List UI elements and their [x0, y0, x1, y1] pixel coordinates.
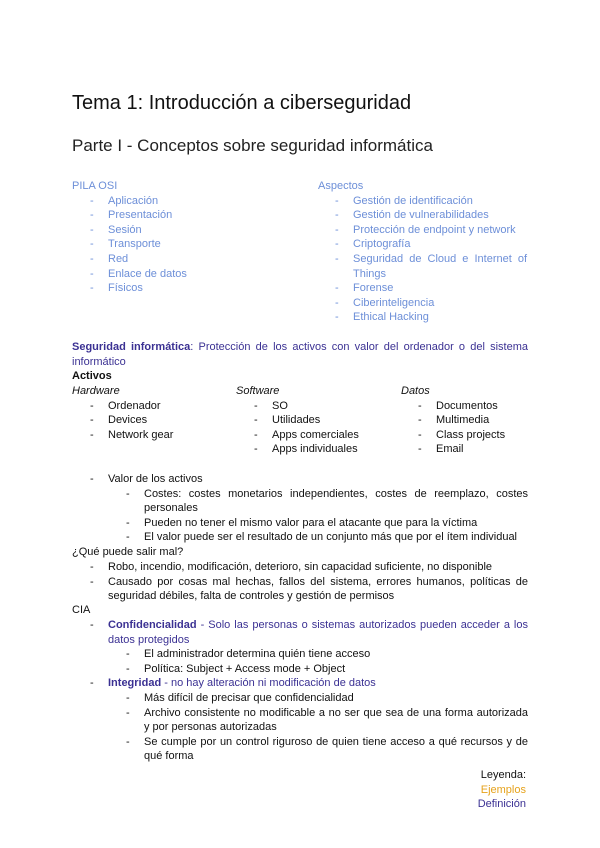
list-item: - Archivo consistente no modificable a no ser que sea de una forma autorizada [126, 706, 528, 719]
integridad-item: - Integridad - no hay alteración ni modificación de datos [90, 677, 376, 690]
salir-mal-heading: ¿Qué puede salir mal? [72, 546, 184, 558]
list-item: - Presentación [90, 209, 173, 222]
cia-heading: CIA [72, 604, 91, 616]
seguridad-term: Seguridad informática [72, 341, 191, 353]
list-item: - Físicos [90, 282, 143, 295]
page-title: Tema 1: Introducción a ciberseguridad [72, 92, 412, 114]
aspectos-block [318, 179, 528, 325]
list-item-continued: Things [353, 267, 387, 280]
list-item: - Gestión de identificación [335, 194, 473, 207]
software-header: Software [236, 385, 280, 397]
list-item: - Criptografía [335, 238, 411, 251]
list-item: - SO [254, 399, 288, 412]
legend-ejemplos: Ejemplos [480, 783, 526, 796]
activos-datos [401, 384, 505, 457]
list-item: - El valor puede ser el resultado de un conjunto más que por el ítem individual [126, 531, 518, 544]
list-item: - Valor de los activos [90, 473, 203, 485]
list-item: - El administrador determina quién tiene acceso [126, 648, 371, 661]
section-subtitle: Parte I - Conceptos sobre seguridad informática [72, 136, 433, 155]
salir-mal-block [90, 560, 528, 604]
list-item-continued: personales [144, 502, 198, 515]
list-item: - Email [418, 443, 464, 456]
aspectos-heading: Aspectos [318, 180, 364, 192]
legend-label: Leyenda: [480, 769, 526, 781]
valor-block [90, 472, 528, 545]
list-item: - Class projects [418, 428, 506, 441]
list-item: - Aplicación [90, 194, 159, 207]
activos-software [236, 384, 359, 457]
list-item: - Protección de endpoint y network [335, 223, 516, 236]
pila-osi-block [72, 179, 187, 296]
list-item: - Política: Subject + Access mode + Object [126, 662, 346, 675]
seguridad-definition: Seguridad informática: Protección de los activos con valor del ordenador o del sistema informático [72, 341, 528, 368]
list-item: - Apps comerciales [254, 428, 359, 441]
list-item-continued: y por personas autorizadas [144, 721, 277, 734]
list-item: - Ordenador [90, 399, 161, 412]
list-item: - Sesión [90, 223, 142, 236]
list-item: - Devices [90, 414, 148, 427]
list-item: - Transporte [90, 238, 161, 251]
list-item: - Pueden no tener el mismo valor para el atacante que para la víctima [126, 516, 478, 529]
list-item: - Más difícil de precisar que confidencialidad [126, 691, 354, 704]
list-item: - Se cumple por un control riguroso de quien tiene acceso a qué recursos y de [126, 735, 528, 748]
confidencialidad-item: - Confidencialidad - Solo las personas o sistemas autorizados pueden acceder a los [90, 619, 528, 631]
list-item: - Robo, incendio, modificación, deterioro, sin capacidad suficiente, no disponible [90, 561, 493, 573]
activos-heading: Activos [72, 370, 112, 382]
aspectos-list [335, 194, 528, 325]
list-item: - Seguridad de Cloud e Internet of [335, 252, 528, 265]
list-item-continued: qué forma [144, 750, 194, 763]
list-item: - Causado por cosas mal hechas, fallos del sistema, errores humanos, políticas de [90, 575, 528, 588]
legend [478, 768, 526, 812]
list-item: - Enlace de datos [90, 267, 187, 280]
list-item: - Gestión de vulnerabilidades [335, 209, 489, 222]
list-item: - Apps individuales [254, 443, 358, 456]
list-item: - Costes: costes monetarios independientes, costes de reemplazo, costes [126, 487, 528, 500]
list-item: - Forense [335, 282, 394, 295]
pila-osi-list [90, 194, 187, 296]
cia-block [90, 618, 528, 764]
list-item: - Ethical Hacking [335, 311, 429, 324]
list-item-continued: datos protegidos [108, 633, 190, 646]
hardware-header: Hardware [72, 385, 120, 397]
list-item-continued: seguridad débiles, falta de controles y gestión de permisos [108, 590, 395, 603]
list-item: - Ciberinteligencia [335, 296, 435, 309]
list-item: - Red [90, 252, 129, 265]
list-item: - Documentos [418, 399, 498, 412]
list-item: - Utilidades [254, 414, 321, 427]
legend-definicion: Definición [477, 798, 526, 811]
activos-hardware [72, 384, 173, 442]
pila-osi-heading: PILA OSI [72, 180, 118, 192]
datos-header: Datos [401, 385, 430, 397]
list-item: - Network gear [90, 428, 174, 441]
list-item: - Multimedia [418, 414, 490, 427]
